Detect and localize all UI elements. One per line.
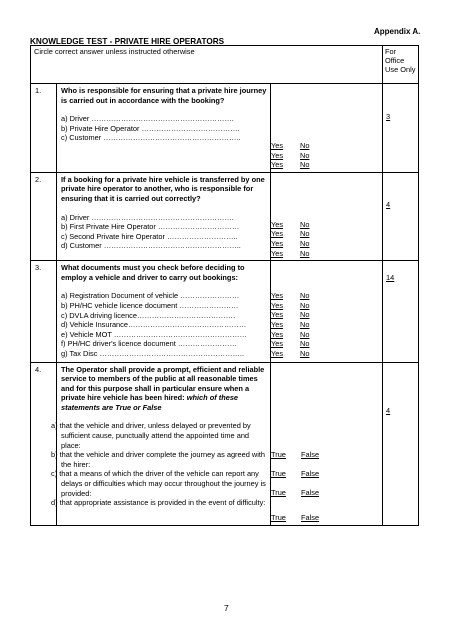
answer-yes[interactable]: Yes bbox=[271, 150, 284, 160]
question-text bbox=[61, 365, 267, 413]
option-list bbox=[51, 421, 267, 508]
option-list bbox=[61, 213, 267, 251]
header-row bbox=[31, 46, 419, 84]
question-number: 4. bbox=[31, 362, 57, 525]
option-item: c) Customer ……………………………………………….. bbox=[61, 133, 241, 143]
question-number: 2. bbox=[31, 172, 57, 260]
answer-no[interactable]: No bbox=[300, 141, 310, 150]
answer-false[interactable]: False bbox=[301, 469, 320, 478]
option-item: b) First Private Hire Operator …………………………… bbox=[61, 222, 240, 232]
office-score: 4 bbox=[386, 199, 391, 209]
answer-yes[interactable]: Yes bbox=[271, 291, 284, 301]
option-item: d) Customer ……………………………………………….. bbox=[61, 241, 241, 251]
question-number: 1. bbox=[31, 84, 57, 173]
question-row bbox=[31, 261, 419, 362]
answer-no[interactable]: No bbox=[300, 238, 310, 248]
answer-no[interactable]: No bbox=[300, 229, 310, 239]
question-text: Who is responsible for ensuring that a private hire journey is carried out in accordance with the booking? bbox=[61, 86, 267, 105]
answer-no[interactable]: No bbox=[300, 300, 310, 310]
answer-yes[interactable]: Yes bbox=[271, 248, 284, 258]
question-cell bbox=[57, 172, 271, 260]
office-score-cell bbox=[383, 84, 419, 173]
question-text: If a booking for a private hire vehicle is transferred by one private hire operator to another, who is responsible for ensuring that it is carried out correctly? bbox=[61, 174, 265, 203]
office-score-cell bbox=[383, 261, 419, 362]
office-score: 14 bbox=[386, 273, 395, 283]
option-item: d) Vehicle Insurance………………………………………… bbox=[61, 320, 247, 330]
option-item: c) DVLA driving licence…………………………………. bbox=[61, 310, 236, 320]
answer-true[interactable]: True bbox=[271, 449, 286, 459]
answer-false[interactable]: False bbox=[301, 513, 320, 522]
option-item: a) Driver …………………………………………………. bbox=[61, 114, 234, 124]
answer-no[interactable]: No bbox=[300, 310, 310, 320]
answer-yes[interactable]: Yes bbox=[271, 141, 284, 150]
answer-cell bbox=[271, 84, 383, 173]
answer-no[interactable]: No bbox=[300, 329, 310, 339]
answer-yes[interactable]: Yes bbox=[271, 238, 284, 248]
appendix-label: Appendix A. bbox=[374, 27, 421, 36]
answer-no[interactable]: No bbox=[300, 339, 310, 349]
answer-no[interactable]: No bbox=[300, 160, 310, 170]
answer-cell bbox=[271, 261, 383, 362]
answer-true[interactable]: True bbox=[271, 513, 286, 522]
answer-yes[interactable]: Yes bbox=[271, 219, 284, 229]
answer-yes[interactable]: Yes bbox=[271, 348, 284, 358]
answer-yes[interactable]: Yes bbox=[271, 310, 284, 320]
option-list bbox=[61, 114, 267, 143]
answer-yes[interactable]: Yes bbox=[271, 160, 284, 170]
answer-false[interactable]: False bbox=[301, 449, 320, 459]
question-text: What documents must you check before deciding to employ a vehicle and driver to carry out bookings: bbox=[61, 263, 245, 282]
answer-true[interactable]: True bbox=[271, 469, 286, 478]
office-score-cell bbox=[383, 172, 419, 260]
question-row bbox=[31, 362, 419, 525]
question-text-main: The Operator shall provide a prompt, efficient and reliable service to members of the public at all reasonable times and for this purpose shall in particular ensure when a private hire vehicle has been hired: bbox=[61, 364, 265, 403]
option-item: a) Registration Document of vehicle …………………… bbox=[61, 291, 240, 301]
answer-yes[interactable]: Yes bbox=[271, 329, 284, 339]
answer-no[interactable]: No bbox=[300, 219, 310, 229]
quiz-table bbox=[30, 45, 419, 526]
option-item: g) Tax Disc ………………………………………………….. bbox=[61, 348, 244, 358]
answer-no[interactable]: No bbox=[300, 150, 310, 160]
answer-no[interactable]: No bbox=[300, 348, 310, 358]
option-item: a) Driver …………………………………………………. bbox=[61, 212, 234, 222]
option-list bbox=[61, 291, 267, 358]
office-score: 3 bbox=[386, 112, 391, 121]
answer-yes[interactable]: Yes bbox=[271, 339, 284, 349]
answer-no[interactable]: No bbox=[300, 248, 310, 258]
page-number: 7 bbox=[224, 603, 229, 613]
option-item: b) Private Hire Operator …………………………………. bbox=[61, 123, 240, 133]
answer-no[interactable]: No bbox=[300, 291, 310, 301]
option-item: d) that appropriate assistance is provided in the event of difficulty: bbox=[51, 498, 266, 508]
office-use-header: For Office Use Only bbox=[383, 46, 419, 84]
question-cell bbox=[51, 362, 271, 525]
page-title: KNOWLEDGE TEST - PRIVATE HIRE OPERATORS bbox=[30, 37, 225, 46]
answer-no[interactable]: No bbox=[300, 319, 310, 329]
option-item: a) that the vehicle and driver, unless delayed or prevented by sufficient cause, punctually attend the appointed time and place: bbox=[51, 421, 251, 450]
office-score: 4 bbox=[386, 405, 391, 415]
answer-cell bbox=[271, 362, 383, 525]
option-item: f) PH/HC driver's licence document …………………… bbox=[61, 339, 237, 349]
option-item: e) Vehicle MOT ……………………………………………… bbox=[61, 329, 247, 339]
question-cell bbox=[57, 261, 271, 362]
instructions-cell bbox=[31, 46, 383, 84]
answer-yes[interactable]: Yes bbox=[271, 300, 284, 310]
option-item: b) that the vehicle and driver complete the journey as agreed with the hirer: bbox=[51, 450, 266, 469]
option-item: c) that a means of which the driver of the vehicle can report any delays or difficulties which may occur throughout the journey is provided: bbox=[51, 469, 266, 498]
answer-cell bbox=[271, 172, 383, 260]
office-score-cell bbox=[383, 362, 419, 525]
question-row bbox=[31, 84, 419, 173]
question-subtext: which of these statements are True or False bbox=[61, 393, 239, 412]
option-item: b) PH/HC vehicle licence document …………………… bbox=[61, 300, 239, 310]
instructions-text: Circle correct answer unless instructed otherwise bbox=[34, 47, 195, 56]
answer-true[interactable]: True bbox=[271, 488, 286, 497]
answer-yes[interactable]: Yes bbox=[271, 319, 284, 329]
question-row bbox=[31, 172, 419, 260]
option-item: c) Second Private hire Operator ……………………….. bbox=[61, 231, 238, 241]
question-cell bbox=[57, 84, 271, 173]
answer-yes[interactable]: Yes bbox=[271, 229, 284, 239]
answer-false[interactable]: False bbox=[301, 488, 320, 497]
question-number: 3. bbox=[31, 261, 57, 362]
